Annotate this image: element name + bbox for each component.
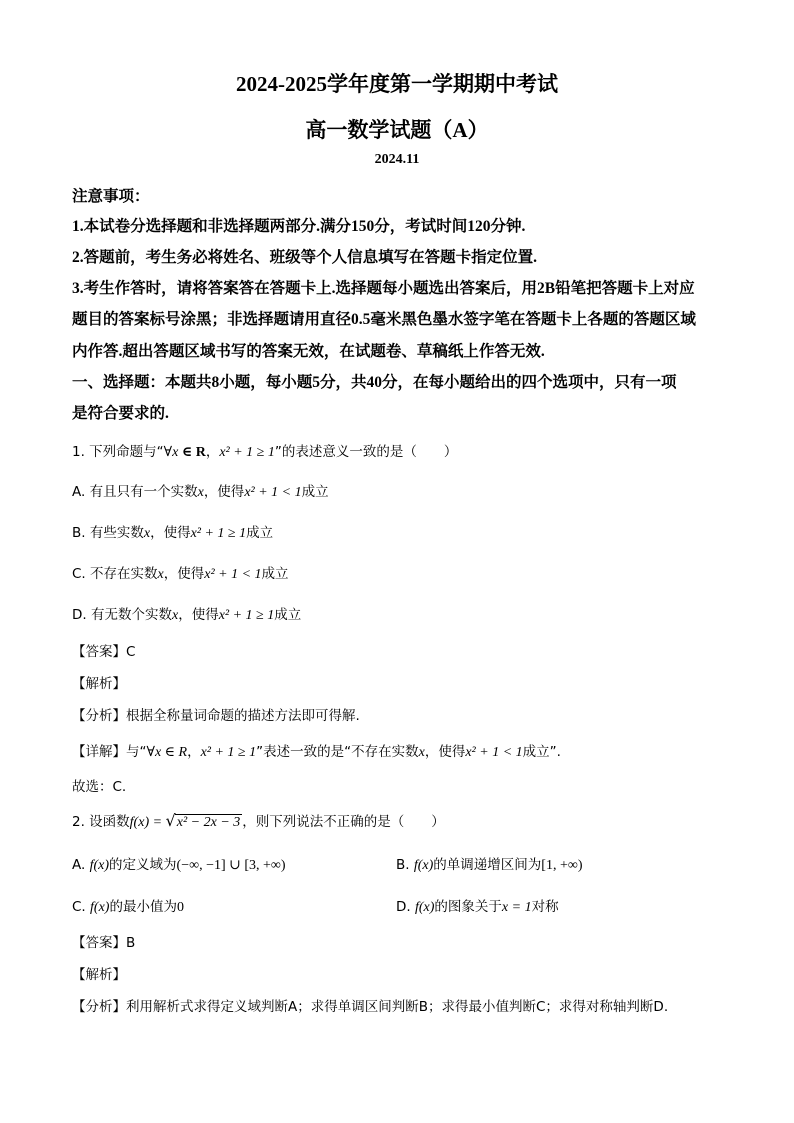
q2-fenxi xyxy=(72,995,668,1015)
q1-stem-prefix: 1. 下列命题与“ xyxy=(72,444,164,460)
q2-option-a-label: A. xyxy=(72,857,86,873)
q1-var: x xyxy=(172,445,179,460)
q2-radicand: x² − 2x − 3 xyxy=(176,815,241,830)
q1-option-b-text2: ，使得 xyxy=(150,525,191,541)
notes-item-1: 1.本试卷分选择题和非选择题两部分.满分150分，考试时间120分钟. xyxy=(72,218,526,235)
q1-option-c-expr: x² + 1 < 1 xyxy=(204,567,262,582)
q2-option-b-f: f(x) xyxy=(413,858,434,873)
q2-option-a-f: f(x) xyxy=(89,858,110,873)
q2-option-c-label: C. xyxy=(72,899,86,915)
q1-fenxi xyxy=(72,704,360,724)
q1-fenxi-tag: 【分析】 xyxy=(72,708,126,724)
q1-option-b-expr: x² + 1 ≥ 1 xyxy=(190,526,247,541)
q1-option-b-end: 成立 xyxy=(246,525,274,541)
q1-option-a-text2: ，使得 xyxy=(203,484,245,500)
notes-heading: 注意事项： xyxy=(72,188,150,205)
q1-option-d-var: x xyxy=(171,608,179,623)
q2-stem-suffix: ，则下列说法不正确的是（ ） xyxy=(242,814,445,830)
q1-option-c[interactable] xyxy=(72,562,289,583)
notes-item-2: 2.答题前，考生务必将姓名、班级等个人信息填写在答题卡指定位置. xyxy=(72,249,538,266)
q1-option-c-text: C. 不存在实数 xyxy=(72,566,158,582)
q1-detail-mid3: ，使得 xyxy=(424,744,466,760)
q2-option-b-text: 的单调递增区间为 xyxy=(433,857,542,873)
q1-option-b-var: x xyxy=(143,526,151,541)
q1-detail-pre: 与“ xyxy=(126,744,147,760)
q2-option-c-f: f(x) xyxy=(90,900,110,915)
exam-date: 2024.11 xyxy=(374,152,420,167)
q1-answer-value: C xyxy=(126,644,136,660)
q2-fenxi-tag: 【分析】 xyxy=(72,999,126,1015)
exam-title: 2024-2025学年度第一学期期中考试 xyxy=(236,72,558,96)
q2-option-c[interactable] xyxy=(72,895,184,916)
q2-option-c-val: 0 xyxy=(176,900,184,915)
q2-option-b[interactable] xyxy=(396,853,583,874)
q2-function: f(x) = xyxy=(129,815,166,830)
sqrt-icon: √ xyxy=(165,811,176,830)
q2-option-d-f: f(x) xyxy=(414,900,435,915)
q2-answer xyxy=(72,931,135,951)
q1-option-c-var: x xyxy=(157,567,164,582)
q1-stem xyxy=(72,440,457,461)
section1-instruction-line-1: 一、选择题：本题共8小题，每小题5分，共40分，在每小题给出的四个选项中，只有一项 xyxy=(72,374,677,391)
q1-option-a-text: A. 有且只有一个实数 xyxy=(72,484,198,500)
notes-item-3-line-2: 题目的答案标号涂黑；非选择题请用直径0.5毫米黑色墨水签字笔在答题卡上各题的答题区域 xyxy=(72,311,696,328)
q2-option-a-set: (−∞, −1] ∪ [3, +∞) xyxy=(176,858,286,873)
q1-option-b[interactable] xyxy=(72,521,273,542)
section1-instruction-line-2: 是符合要求的. xyxy=(72,405,169,422)
q1-fenxi-text: 根据全称量词命题的描述方法即可得解. xyxy=(126,708,360,724)
q1-option-d-end: 成立 xyxy=(274,607,302,623)
notes-item-3-line-1: 3.考生作答时，请将答案答在答题卡上.选择题每小题选出答案后，用2B铅笔把答题卡上对应 xyxy=(72,280,695,297)
q2-option-d-eq: x = 1 xyxy=(501,900,532,915)
notes-item-3-line-3: 内作答.超出答题区域书写的答案无效，在试题卷、草稿纸上作答无效. xyxy=(72,343,545,360)
q2-option-c-text: 的最小值为 xyxy=(109,899,177,915)
q2-analysis-tag: 【解析】 xyxy=(72,967,126,983)
q1-detail-expr: x² + 1 ≥ 1 xyxy=(200,745,257,760)
q1-detail-x: x xyxy=(418,745,425,760)
q2-option-b-label: B. xyxy=(396,857,410,873)
q1-option-c-text2: ，使得 xyxy=(163,566,205,582)
q1-answer-tag: 【答案】 xyxy=(72,644,126,660)
q1-option-a-end: 成立 xyxy=(301,484,329,500)
q1-option-d[interactable] xyxy=(72,603,301,624)
q1-in-set: ∈ R xyxy=(178,445,206,460)
q1-option-c-end: 成立 xyxy=(261,566,289,582)
q1-detail xyxy=(72,740,561,761)
q1-choose: 故选：C. xyxy=(72,779,127,795)
q2-option-d[interactable] xyxy=(396,895,559,916)
q1-forall: ∀ xyxy=(163,445,173,460)
q1-option-d-text2: ，使得 xyxy=(178,607,219,623)
q1-answer xyxy=(72,640,135,660)
q2-option-a-text: 的定义域为 xyxy=(109,857,177,873)
q2-stem-prefix: 2. 设函数 xyxy=(72,814,130,830)
q2-answer-value: B xyxy=(126,935,136,951)
q2-option-d-end: 对称 xyxy=(531,899,559,915)
q2-option-b-set: [1, +∞) xyxy=(541,858,583,873)
q1-analysis-tag: 【解析】 xyxy=(72,676,126,692)
q1-option-a-var: x xyxy=(197,485,204,500)
q1-option-a[interactable] xyxy=(72,480,329,501)
q1-detail-end: 成立”. xyxy=(522,744,561,760)
q1-option-a-expr: x² + 1 < 1 xyxy=(244,485,302,500)
q1-detail-set: ∀x ∈ R xyxy=(146,745,188,760)
q2-answer-tag: 【答案】 xyxy=(72,935,126,951)
q2-stem xyxy=(72,810,445,831)
q1-option-d-text: D. 有无数个实数 xyxy=(72,607,172,623)
q2-fenxi-text: 利用解析式求得定义域判断A；求得单调区间判断B；求得最小值判断C；求得对称轴判断D. xyxy=(126,999,669,1015)
q1-option-d-expr: x² + 1 ≥ 1 xyxy=(218,608,275,623)
q2-option-a[interactable] xyxy=(72,853,286,874)
q1-detail-mid2: ”表述一致的是“不存在实数 xyxy=(256,744,419,760)
q2-option-d-text: 的图象关于 xyxy=(434,899,502,915)
q2-option-d-label: D. xyxy=(396,899,411,915)
q1-stem-suffix: ”的表述意义一致的是（ ） xyxy=(274,444,458,460)
q1-comma: ， xyxy=(205,444,220,460)
q1-detail-mid1: ， xyxy=(187,744,201,760)
q1-detail-expr2: x² + 1 < 1 xyxy=(465,745,523,760)
q1-option-b-text: B. 有些实数 xyxy=(72,525,144,541)
q1-expr: x² + 1 ≥ 1 xyxy=(219,445,275,460)
exam-subtitle: 高一数学试题（A） xyxy=(305,118,489,142)
q1-detail-tag: 【详解】 xyxy=(72,744,126,760)
